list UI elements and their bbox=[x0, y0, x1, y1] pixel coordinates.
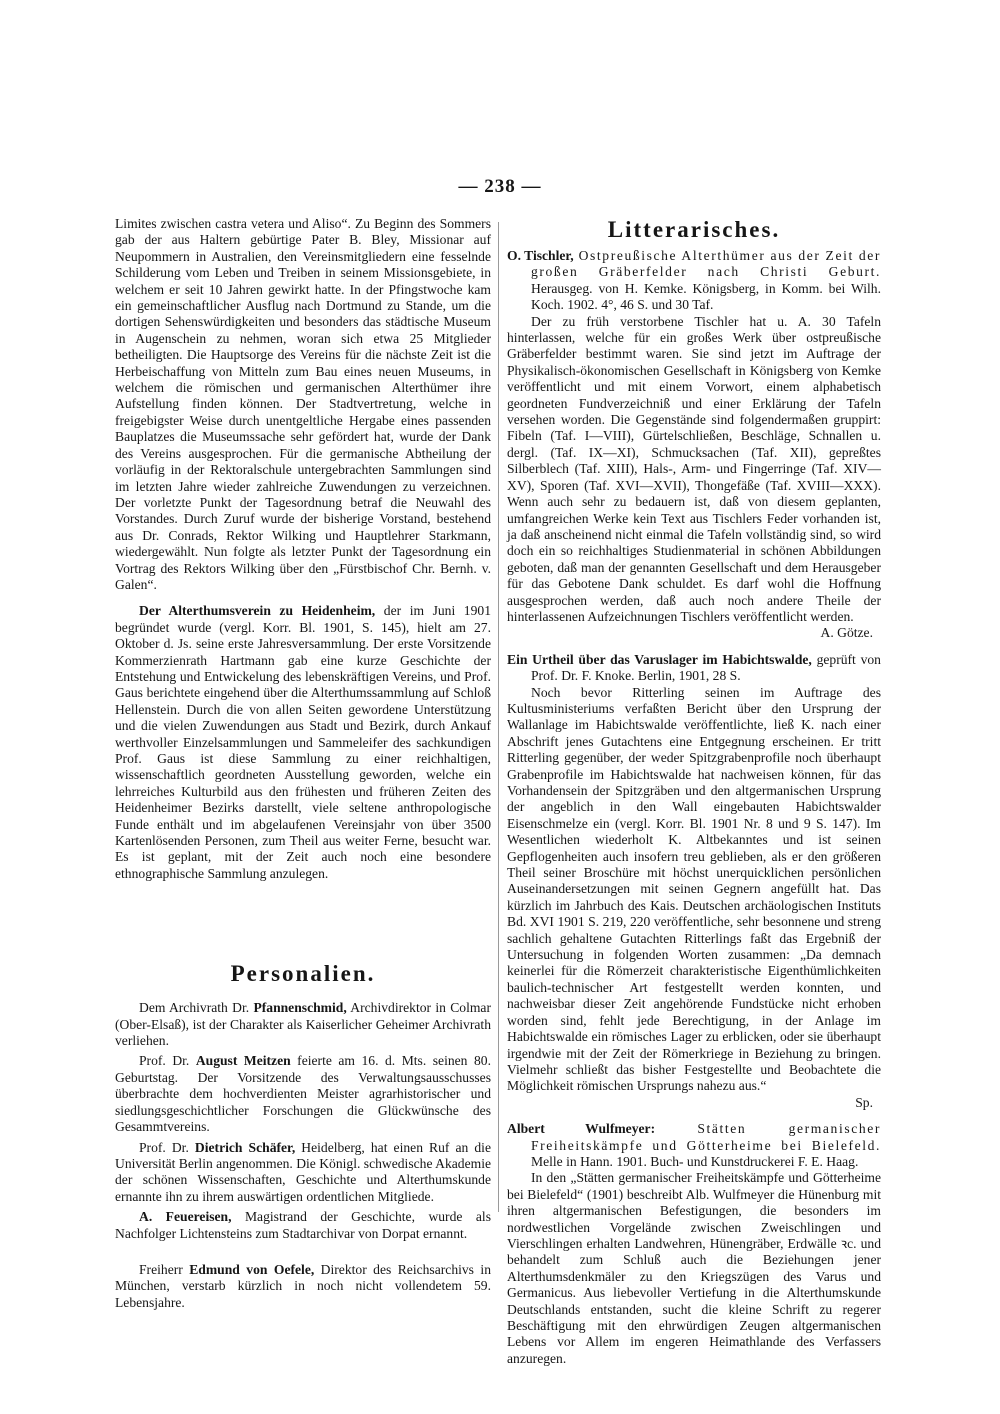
entry-prefix: Prof. Dr. bbox=[139, 1053, 196, 1069]
person-name: A. Feuereisen, bbox=[139, 1209, 232, 1225]
entry-text: Direktor des Reichsarchivs in München, verstarb kürzlich in noch nicht vollendetem 59. Lebensjahre. bbox=[115, 1261, 491, 1310]
review-2-signature: Sp. bbox=[855, 1094, 873, 1110]
review-author: O. Tischler, bbox=[507, 248, 574, 263]
entry-text: Archivdirektor in Colmar (Ober-Elsaß), ist der Charakter als Kaiserlicher Geheimer Archivrath verliehen. bbox=[115, 1000, 491, 1049]
page-number: — 238 — bbox=[458, 176, 542, 197]
entry-prefix: Dem Archivrath Dr. bbox=[139, 1000, 254, 1016]
personalia-entry-3 bbox=[115, 1140, 491, 1206]
person-name: Pfannenschmid, bbox=[253, 1000, 347, 1016]
personalia-entry-1 bbox=[115, 1000, 491, 1049]
review-title: Stätten germanischer Freiheitskämpfe und Götterheime bei Bielefeld. bbox=[531, 1121, 881, 1153]
entry-prefix: Prof. Dr. bbox=[139, 1139, 195, 1155]
right-column bbox=[507, 216, 881, 1367]
review-title: Ein Urtheil über das Varuslager im Habichtswalde, bbox=[507, 651, 812, 667]
heidenheim-heading: Der Alterthumsverein zu Heidenheim, bbox=[139, 603, 376, 619]
review-publication: geprüft von Prof. Dr. F. Knoke. Berlin, 1901, 28 S. bbox=[531, 651, 881, 684]
review-2-citation bbox=[507, 652, 881, 685]
continued-paragraph: Limites zwischen castra vetera und Aliso“. Zu Beginn des Sommers gab der aus Haltern gebürtige Pater B. Bley, Missionar auf Neupommern in Australien, den Vereinsmitgliedern eine fesselnde Schilderung vom Leben und Treiben in seinem Missionsgebiete, in welchem er seit 10 Jahren gewirkt hatte. In der Pfingstwoche kam ein gemeinschaftlicher Ausflug nach Dortmund zu Stande, um die dortigen Sehenswürdigkeiten und besonders das städtische Museum in Augenschein zu nehmen, woran sich etwa 25 Mitglieder betheiligten. Die Hauptsorge des Vereins für die nächste Zeit ist die Herbeischaffung von Mitteln zum Bau eines neuen Museums, in welchem die römischen und germanischen Alterthümer ihre Aufstellung finden können. Der Stadtvertretung, welche in freigebigster Weise durch unentgeltliche Hergabe eines passenden Bauplatzes die Museumssache sehr gefördert hat, wurde der Dank des Vereins ausgesprochen. Für die germanische Abtheilung der vorläufig in der Rektoralschule untergebrachten Sammlungen sind im letzten Jahre wieder zahlreiche Zuwendungen zu verzeichnen. Der vorletzte Punkt der Tagesordnung betraf die Neuwahl des Vorstandes. Durch Zuruf wurde der bisherige Vorstand, bestehend aus Dr. Conrads, Rektor Wilking und Hauptlehrer Starkmann, wiedergewählt. Nun folgte als letzter Punkt der Tagesordnung ein Vortrag des Rektors Wilking über den „Fürstbischof Chr. Bernh. v. Galen“. bbox=[115, 216, 491, 592]
personalia-entry-4 bbox=[115, 1209, 491, 1242]
left-column bbox=[115, 216, 491, 1311]
personalia-entry-2 bbox=[115, 1053, 491, 1135]
review-1-text: Der zu früh verstorbene Tischler hat u. A. 30 Tafeln hinterlassen, welche für ein großes Werk über ostpreußische Gräberfelder bestimmt waren. Sie sind jetzt im Auftrage der Physikalisch-ökonomischen Gesellschaft in Königsberg von Kemke veröffentlicht und mit einem Vorwort, einem alphabetisch geordneten Fundverzeichniß und einer Erklärung der Tafeln versehen worden. Die Gegenstände sind folgendermaßen gruppirt: Fibeln (Taf. I—VIII), Gürtelschließen, Beschläge, Schnallen u. dergl. (Taf. IX—XI), Schmucksachen (Taf. XII), gepreßtes Silberblech (Taf. XIII), Hals-, Arm- und Fingerringe (Taf. XIV—XV), Sporen (Taf. XVI—XVII), Thongefäße (Taf. XVIII—XXX). Wenn auch sehr zu bedauern ist, daß von diesem geplanten, umfangreichen Werke kein Text aus Tischlers Feder vorhanden ist, ja daß anscheinend nicht einmal die Tafeln vollständig sind, so wird doch ein so reichhaltiges Studienmaterial in schönen Abbildungen geboten, daß man der genannten Gesellschaft und dem Herausgeber für das Gebotene Dank schuldet. Es darf wohl die Hoffnung ausgesprochen werden, daß auch noch andere Theile der hinterlassenen Aufzeichnungen Tischlers veröffentlicht werden. bbox=[507, 313, 881, 624]
entry-prefix: Freiherr bbox=[139, 1261, 190, 1277]
litterarisches-title: Litterarisches. bbox=[607, 217, 781, 242]
review-2-text: Noch bevor Ritterling seinen im Auftrage des Kultusministeriums verfaßten Bericht über den Ursprung der Wallanlage im Habichtswalde veröffentlichte, ließ K. nach einer Abschrift jenes Gutachtens eine Entgegnung erscheinen. Er tritt Ritterling gegenüber, der weder Spitzgrabenprofile noch überhaupt Grabenprofile im Habichtswalde hat nachweisen können, für das Vorhandensein der Spitzgräben und den altgermanischen Ursprung der angeblich in den Wall eingebauten Habichtswalder Eisenschmelze ein (vergl. Korr. Bl. 1901 Nr. 8 und 9 S. 147). Im Wesentlichen wiederholt K. Altbekanntes und ist seinen Gepflogenheiten auch insofern treu geblieben, als er den größeren Theil seiner Broschüre mit höchst unerquicklichen persönlichen Auseinandersetzungen mit seinen Gegnern angefüllt hat. Das kürzlich im Jahrbuch des Kais. Deutschen archäologischen Instituts Bd. XVI 1901 S. 219, 220 veröffentliche, sehr besonnene und streng sachlich gehaltene Gutachten Ritterlings faßt das Ergebniß der Untersuchung in folgenden Worten zusammen: „Da demnach keinerlei für die Römerzeit charakteristische Eigenthümlichkeiten baulich-technischer Art festgestellt werden konnten, und nachweisbar dieser Zeit angehörende Fundstücke nicht erhoben worden sind, fehlt jede Berechtigung, in der Anlage im Habichtswalde ein römisches Lager zu erblicken, oder sie überhaupt irgendwie mit der Zeit der Römerkriege in Beziehung zu bringen. Vielmehr schließt das bisher Festgestellte und Beobachtete die Möglichkeit römischen Ursprungs nahezu aus.“ bbox=[507, 684, 881, 1094]
review-publication: Melle in Hann. 1901. Buch- und Kunstdruckerei F. E. Haag. bbox=[531, 1153, 859, 1169]
person-name: Dietrich Schäfer, bbox=[194, 1139, 296, 1155]
review-1-citation bbox=[507, 248, 881, 314]
personalien-title: Personalien. bbox=[230, 961, 376, 987]
review-3-citation bbox=[507, 1121, 881, 1170]
entry-text: Heidelberg, hat einen Ruf an die Universität Berlin angenommen. Die Königl. schwedische Akademie der schönen Wissenschaften, Geschichte und Alterthumskunde ernannte ihn zu ihrem auswärtigen ordentlichen Mitgliede. bbox=[115, 1139, 491, 1204]
review-title: Ostpreußische Alterthümer aus der Zeit der großen Gräberfelder nach Christi Geburt. bbox=[531, 248, 881, 280]
review-author: Albert Wulfmeyer: bbox=[507, 1121, 656, 1137]
review-publication: Herausgeg. von H. Kemke. Königsberg, in Komm. bei Wilh. Koch. 1902. 4°, 46 S. und 30 Taf. bbox=[531, 280, 881, 313]
column-divider bbox=[498, 222, 499, 1212]
person-name: Edmund von Oefele, bbox=[189, 1261, 315, 1277]
personalia-entry-5 bbox=[115, 1262, 491, 1311]
entry-text: feierte am 16. d. Mts. seinen 80. Geburtstag. Der Vorsitzende des Verwaltungsausschusses überbrachte dem hochverdienten Meister agrarhistorischer und siedlungsgeschichtlicher Forschungen die Glückwünsche des Gesammtvereins. bbox=[115, 1053, 491, 1135]
heidenheim-text: der im Juni 1901 begründet wurde (vergl. Korr. Bl. 1901, S. 145), hielt am 27. Oktober d. Js. seine erste Jahresversammlung. Der erste Vorsitzende Kommerzienrath Hartmann gab eine kurze Geschichte der Entstehung und Entwickelung des lebenskräftigen Vereins, und Prof. Gaus berichtete eingehend über die Alterthumssammlung auf Schloß Hellenstein. Durch die von allen Seiten gewordene Unterstützung und die vielen Zuwendungen aus Stadt und Bezirk, durch Ankauf werthvoller Einzelsammlungen und Sammeleifer des sachkundigen Prof. Gaus ist diese Sammlung zu einer reichhaltigen, wissenschaftlich geordneten Ausstellung geworden, welche ein lehrreiches Kulturbild aus den frühesten und früheren Zeiten des Heidenheimer Bezirks darstellt, viele seltene anthropologische Funde enthält und im abgelaufenen Vereinsjahr von über 3500 Kartenlösenden Personen, zum Theil aus weiter Ferne, besucht war. Es ist geplant, mit der Zeit auch noch eine besondere ethnographische Sammlung anzulegen. bbox=[115, 603, 491, 881]
heidenheim-paragraph bbox=[115, 603, 491, 882]
review-3-text: In den „Stätten germanischer Freiheitskämpfe und Götterheime bei Bielefeld“ (1901) beschreibt Alb. Wulfmeyer die Hünenburg mit ihren altgermanischen Befestigungen, die besonders im nordwestlichen Vorgelände zwischen Zweischlingen und Vierschlingen erhalten Landwehren, Hünengräber, Erdwälle ꝛc. und behandelt zum Schluß auch die Beziehungen jener Alterthumsdenkmäler zu den Kriegszügen des Varus und Germanicus. Aus liebevoller Vertiefung in die Alterthumskunde Deutschlands entstanden, sucht die kleine Schrift zu regerer Beschäftigung mit den ehrwürdigen Zeugen altgermanischen Lebens vor Allem im engeren Heimathlande des Verfassers anzuregen. bbox=[507, 1170, 881, 1366]
review-1-signature: A. Götze. bbox=[820, 625, 873, 641]
entry-text: Magistrand der Geschichte, wurde als Nachfolger Lichtensteins zum Stadtarchivar von Dorpat ernannt. bbox=[115, 1209, 491, 1241]
person-name: August Meitzen bbox=[195, 1053, 291, 1069]
